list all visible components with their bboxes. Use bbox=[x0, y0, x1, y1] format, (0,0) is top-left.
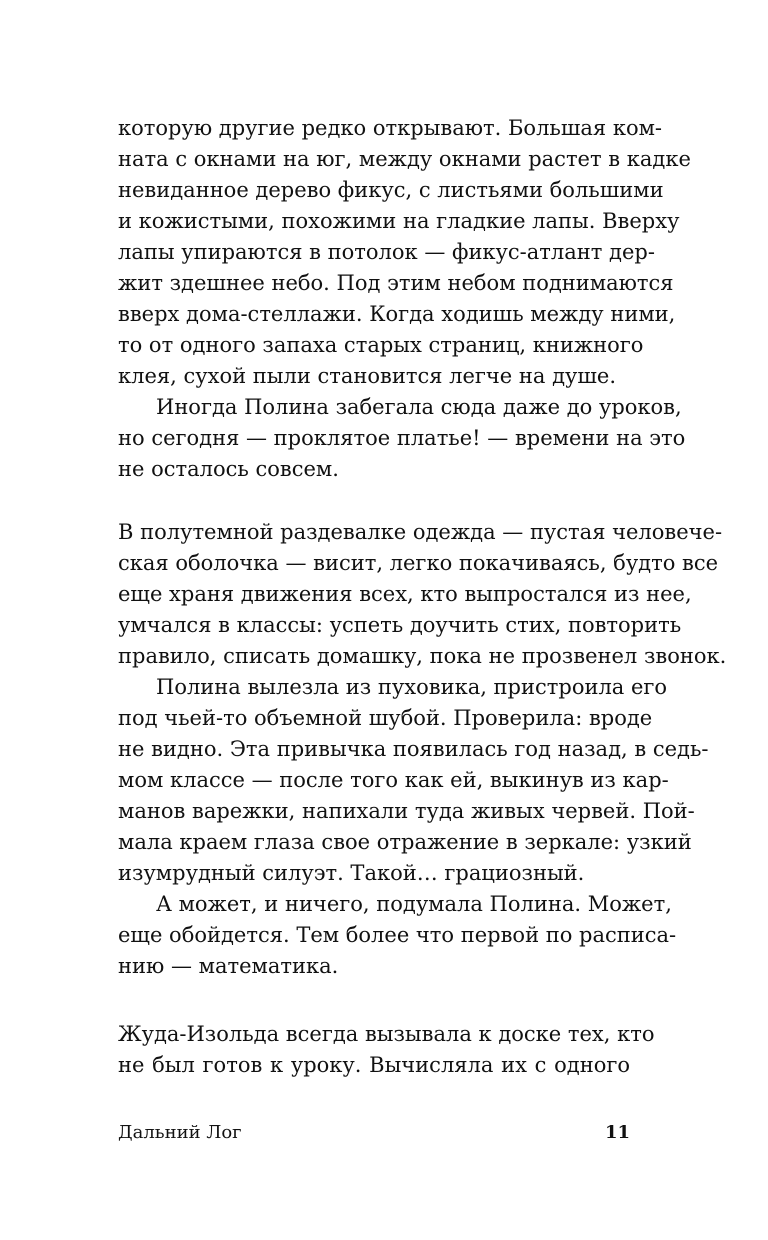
text-line: Иногда Полина забегала сюда даже до уроков, bbox=[156, 395, 682, 419]
text-line: невиданное дерево фикус, с листьями большими bbox=[118, 178, 664, 202]
text-line: которую другие редко открывают. Большая ком- bbox=[118, 116, 663, 140]
text-line: ская оболочка — висит, легко покачиваясь, будто все bbox=[118, 551, 719, 575]
text-line: манов варежки, напихали туда живых червей. Пой- bbox=[118, 799, 695, 823]
page-footer bbox=[118, 1121, 630, 1145]
text-line: умчался в классы: успеть доучить стих, повторить bbox=[118, 613, 682, 637]
text-line: А может, и ничего, подумала Полина. Может, bbox=[156, 892, 672, 916]
text-line: В полутемной раздевалке одежда — пустая человече- bbox=[118, 520, 723, 544]
page-number: 11 bbox=[604, 1122, 630, 1143]
text-line: не осталось совсем. bbox=[118, 457, 339, 481]
section-library bbox=[118, 113, 691, 485]
text-line: не видно. Эта привычка появилась год назад, в седь- bbox=[118, 737, 709, 761]
text-line: Жуда-Изольда всегда вызывала к доске тех, кто bbox=[118, 1022, 655, 1046]
text-line: изумрудный силуэт. Такой… грациозный. bbox=[118, 861, 585, 885]
text-line: мом классе — после того как ей, выкинув из кар- bbox=[118, 768, 669, 792]
text-line: правило, списать домашку, пока не прозвенел звонок. bbox=[118, 644, 727, 668]
text-line: мала краем глаза свое отражение в зеркале: узкий bbox=[118, 830, 692, 854]
text-line: Полина вылезла из пуховика, пристроила его bbox=[156, 675, 668, 699]
text-line: ната с окнами на юг, между окнами растет в кадке bbox=[118, 147, 691, 171]
text-line: и кожистыми, похожими на гладкие лапы. Вверху bbox=[118, 209, 680, 233]
text-line: вверх дома-стеллажи. Когда ходишь между ними, bbox=[118, 302, 676, 326]
text-line: еще храня движения всех, кто выпростался из нее, bbox=[118, 582, 692, 606]
text-line: под чьей-то объемной шубой. Проверила: вроде bbox=[118, 706, 653, 730]
text-line: не был готов к уроку. Вычисляла их с одного bbox=[118, 1053, 630, 1077]
text-line: то от одного запаха старых страниц, книжного bbox=[118, 333, 644, 357]
text-line: лапы упираются в потолок — фикус-атлант дер- bbox=[118, 240, 655, 264]
text-line: еще обойдется. Тем более что первой по расписа- bbox=[118, 923, 677, 947]
text-line: но сегодня — проклятое платье! — времени на это bbox=[118, 426, 686, 450]
section-math bbox=[118, 1019, 655, 1081]
section-cloakroom bbox=[118, 517, 727, 982]
text-line: жит здешнее небо. Под этим небом поднимаются bbox=[118, 271, 674, 295]
text-line: клея, сухой пыли становится легче на душе. bbox=[118, 364, 617, 388]
text-line: нию — математика. bbox=[118, 954, 339, 978]
running-title: Дальний Лог bbox=[118, 1122, 242, 1143]
